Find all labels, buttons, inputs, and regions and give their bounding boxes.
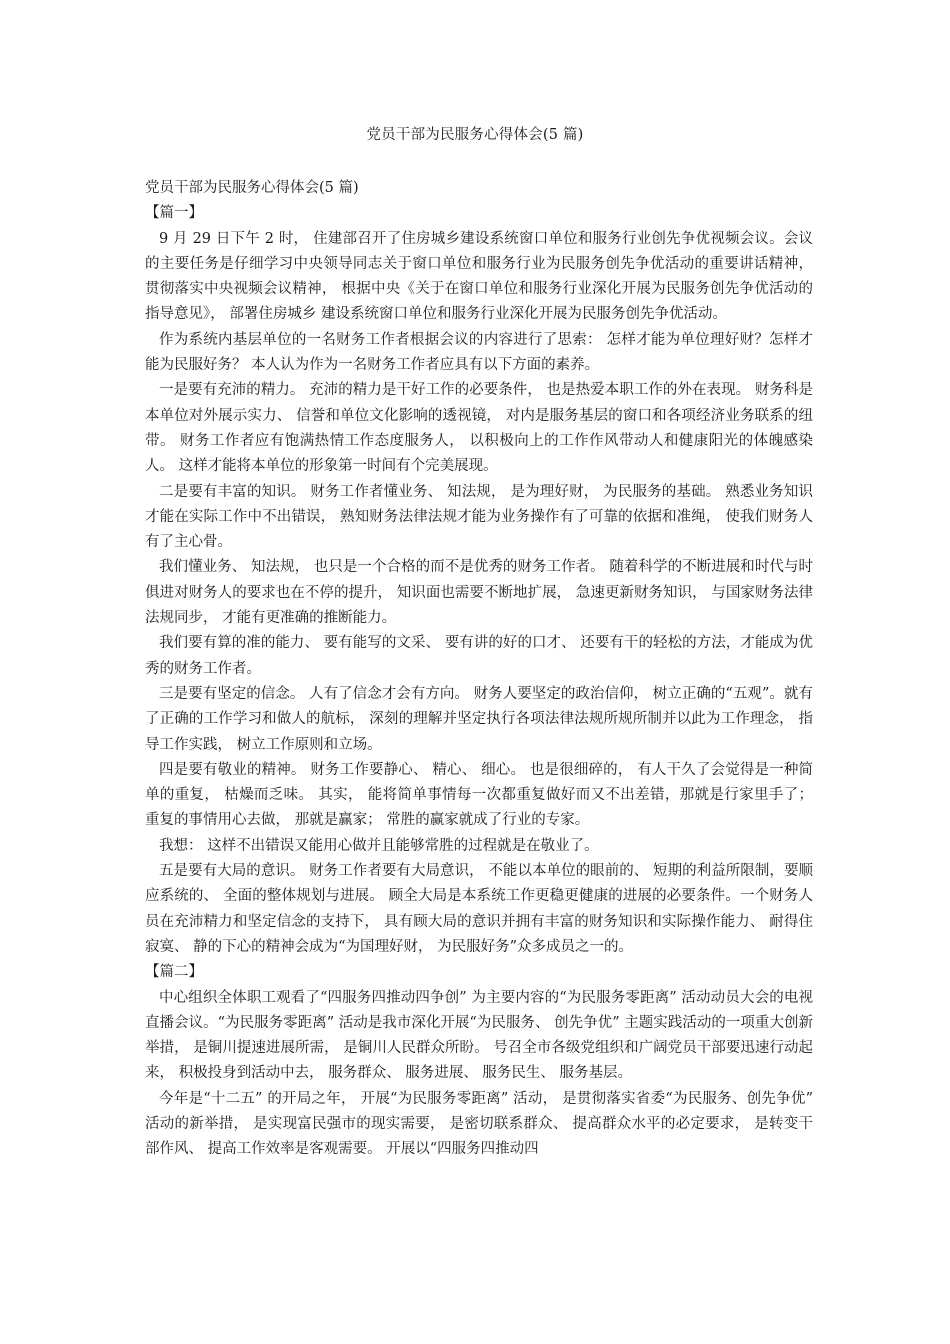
paragraph: 四是要有敬业的精神。 财务工作要静心、 精心、 细心。 也是很细碎的， 有人干久了会觉得是一种简单的重复， 枯燥而乏味。 其实， 能将简单事情每一次都重复做好而又不出差错，那就是行家里手了； 重复的事情用心去做， 那就是赢家； 常胜的赢家就成了行业的专家。: [145, 761, 813, 829]
paragraph: 我们懂业务、 知法规， 也只是一个合格的而不是优秀的财务工作者。 随着科学的不断进展和时代与时俱进对财务人的要求也在不停的提升， 知识面也需要不断地扩展， 急速更新财务知识， 与国家财务法律法规同步， 才能有更准确的推断能力。: [145, 559, 813, 627]
paragraph: 今年是“十二五” 的开局之年， 开展“为民服务零距离” 活动， 是贯彻落实省委“为民服务、创先争优” 活动的新举措， 是实现富民强市的现实需要， 是密切联系群众、 提高群众水平的必定要求， 是转变干部作风、 提高工作效率是客观需要。 开展以“四服务四推动四: [145, 1090, 813, 1158]
paragraph: 二是要有丰富的知识。 财务工作者懂业务、 知法规， 是为理好财， 为民服务的基础。 熟悉业务知识才能在实际工作中不出错误， 熟知财务法律法规才能为业务操作有了可靠的依据和准绳， 使我们财务人有了主心骨。: [145, 483, 813, 551]
paragraph: 三是要有坚定的信念。 人有了信念才会有方向。 财务人要坚定的政治信仰， 树立正确的“五观”。就有了正确的工作学习和做人的航标， 深刻的理解并坚定执行各项法律法规所规所制并以此为工作理念， 指导工作实践， 树立工作原则和立场。: [145, 685, 813, 753]
paragraph: 9 月 29 日下午 2 时， 住建部召开了住房城乡建设系统窗口单位和服务行业创先争优视频会议。会议的主要任务是仔细学习中央领导同志关于窗口单位和服务行业为民服务创先争优活动的重要讲话精神， 贯彻落实中央视频会议精神， 根据中央《关于在窗口单位和服务行业深化开展为民服务创先争优活动的指导意见》， 部署住房城乡 建设系统窗口单位和服务行业深化开展为民服务创先争优活动。: [145, 230, 813, 323]
paragraph: 五是要有大局的意识。 财务工作者要有大局意识， 不能以本单位的眼前的、 短期的利益所限制，要顺应系统的、 全面的整体规划与进展。 顾全大局是本系统工作更稳更健康的进展的必要条件。一个财务人员在充沛精力和坚定信念的支持下， 具有顾大局的意识并拥有丰富的财务知识和实际操作能力、 耐得住寂寞、 静的下心的精神会成为“为国理好财， 为民服好务”众多成员之一的。: [145, 863, 813, 955]
section-heading: 【篇二】: [145, 964, 203, 981]
document-subtitle: 党员干部为民服务心得体会(5 篇): [145, 180, 359, 196]
paragraph: 中心组织全体职工观看了“四服务四推动四争创” 为主要内容的“为民服务零距离” 活动动员大会的电视直播会议。“为民服务零距离” 活动是我市深化开展“为民服务、 创先争优” 主题实践活动的一项重大创新举措， 是铜川提速进展所需， 是铜川人民群众所盼。 号召全市各级党组织和广阔党员干部要迅速行动起来， 积极投身到活动中去， 服务群众、 服务进展、 服务民生、 服务基层。: [145, 989, 813, 1082]
paragraph: 作为系统内基层单位的一名财务工作者根据会议的内容进行了思索： 怎样才能为单位理好财？怎样才能为民服好务？ 本人认为作为一名财务工作者应具有以下方面的素养。: [145, 331, 813, 374]
document-body: [145, 176, 813, 1163]
paragraph: 我们要有算的准的能力、 要有能写的文采、 要有讲的好的口才、 还要有干的轻松的方法，才能成为优秀的财务工作者。: [145, 635, 813, 677]
paragraph: 我想： 这样不出错误又能用心做并且能够常胜的过程就是在敬业了。: [159, 837, 599, 854]
paragraph: 一是要有充沛的精力。 充沛的精力是干好工作的必要条件， 也是热爱本职工作的外在表现。 财务科是本单位对外展示实力、 信誉和单位文化影响的透视镜， 对内是服务基层的窗口和各项经济业务联系的纽带。 财务工作者应有饱满热情工作态度服务人， 以积极向上的工作作风带动人和健康阳光的体魄感染人。 这样才能将本单位的形象第一时间有个完美展现。: [145, 382, 813, 475]
section-heading: 【篇一】: [145, 205, 203, 222]
document-title: 党员干部为民服务心得体会(5 篇): [366, 127, 584, 143]
